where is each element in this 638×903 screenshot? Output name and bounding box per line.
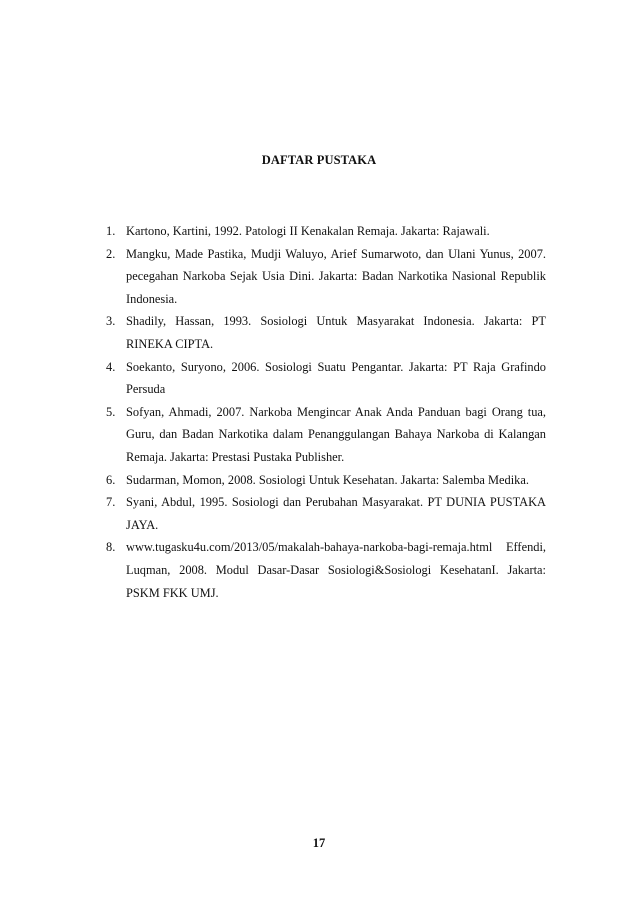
reference-text: Sudarman, Momon, 2008. Sosiologi Untuk Kesehatan. Jakarta: Salemba Medika. (126, 472, 529, 487)
page-title: DAFTAR PUSTAKA (261, 153, 377, 167)
reference-item (106, 356, 546, 401)
reference-text: Soekanto, Suryono, 2006. Sosiologi Suatu Pengantar. Jakarta: PT Raja Grafindo Persuda (126, 359, 546, 397)
reference-text: Syani, Abdul, 1995. Sosiologi dan Perubahan Masyarakat. PT DUNIA PUSTAKA JAYA. (126, 495, 546, 532)
reference-number: 3. (106, 314, 116, 329)
reference-text: Mangku, Made Pastika, Mudji Waluyo, Arief Sumarwoto, dan Ulani Yunus, 2007. pecegahan Narkoba Sejak Usia Dini. Jakarta: Badan Narkotika Nasional Republik Indonesia. (126, 246, 546, 306)
reference-list (106, 220, 546, 604)
reference-text: Kartono, Kartini, 1992. Patologi II Kenakalan Remaja. Jakarta: Rajawali. (126, 224, 490, 238)
reference-item (106, 491, 546, 536)
page-number: 17 (312, 836, 326, 850)
reference-text: Sofyan, Ahmadi, 2007. Narkoba Mengincar Anak Anda Panduan bagi Orang tua, Guru, dan Badan Narkotika dalam Penanggulangan Bahaya Narkoba di Kalangan Remaja. Jakarta: Prestasi Pustaka Publisher. (126, 404, 546, 464)
reference-number: 1. (106, 224, 116, 238)
reference-number: 8. (106, 540, 116, 555)
reference-item (106, 220, 546, 243)
reference-item (106, 536, 546, 604)
reference-text: www.tugasku4u.com/2013/05/makalah-bahaya-narkoba-bagi-remaja.html Effendi, Luqman, 2008. Modul Dasar-Dasar Sosiologi&Sosiologi KesehatanI. Jakarta: PSKM FKK UMJ. (126, 540, 546, 600)
reference-text: Shadily, Hassan, 1993. Sosiologi Untuk Masyarakat Indonesia. Jakarta: PT RINEKA CIPTA. (126, 314, 546, 351)
reference-number: 5. (106, 404, 116, 419)
reference-item (106, 310, 546, 355)
reference-number: 7. (106, 495, 116, 510)
reference-item (106, 401, 546, 469)
reference-item (106, 469, 546, 492)
reference-number: 4. (106, 359, 116, 374)
reference-number: 2. (106, 246, 116, 261)
reference-number: 6. (106, 472, 116, 487)
reference-item (106, 243, 546, 311)
